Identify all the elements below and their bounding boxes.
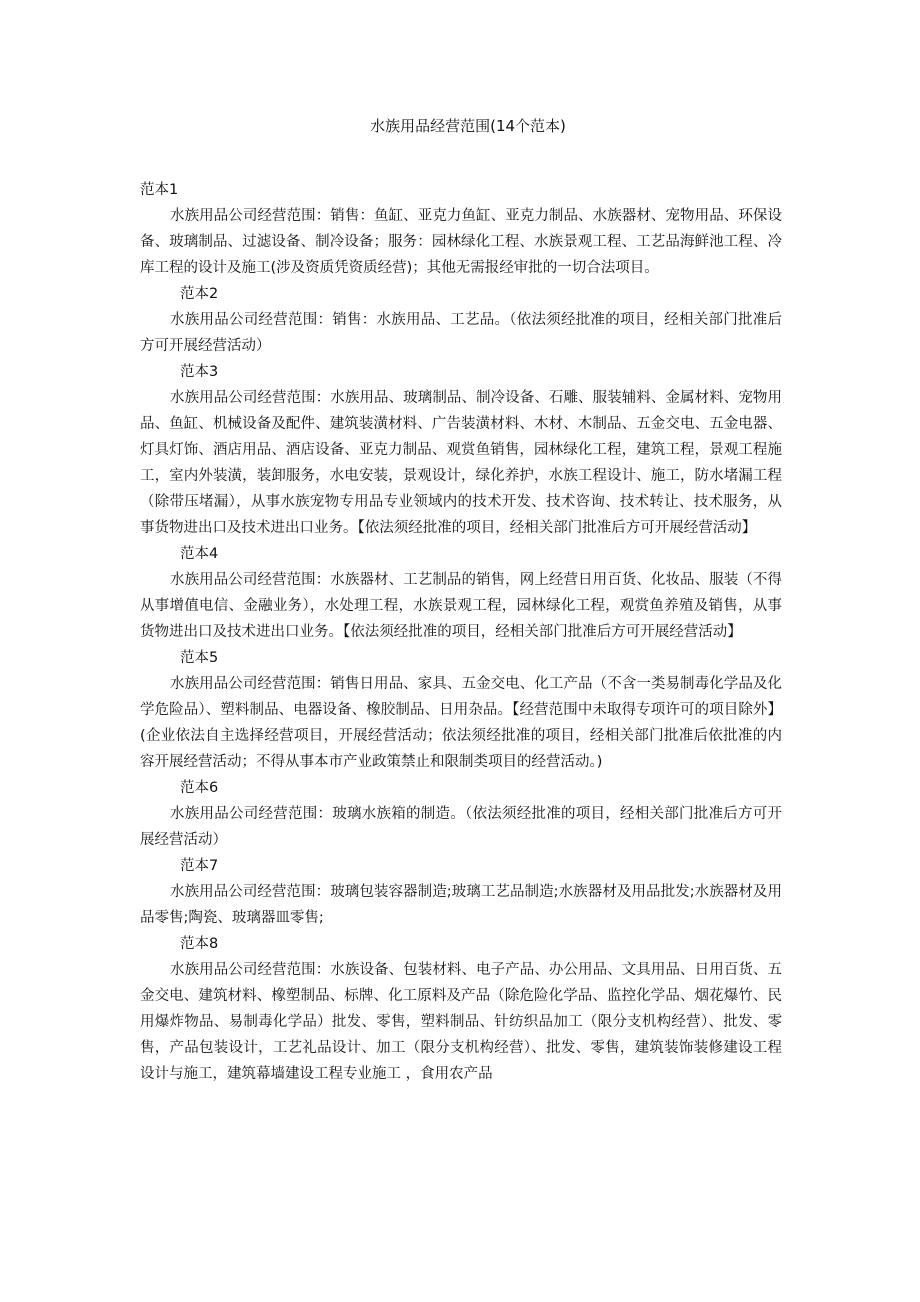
section-4 [140, 541, 782, 645]
section-heading: 范本5 [180, 650, 219, 666]
section-heading: 范本7 [180, 858, 219, 874]
section-paragraph: 水族用品公司经营范围：水族用品、玻璃制品、制冷设备、石雕、服装辅料、金属材料、宠物用品、鱼缸、机械设备及配件、建筑装潢材料、广告装潢材料、木材、木制品、五金交电、五金电器、灯具灯饰、酒店用品、酒店设备、亚克力制品、观赏鱼销售，园林绿化工程，建筑工程，景观工程施工，室内外装潢，装卸服务，水电安装，景观设计，绿化养护，水族工程设计、施工，防水堵漏工程（除带压堵漏），从事水族宠物专用品专业领域内的技术开发、技术咨询、技术转让、技术服务，从事货物进出口及技术进出口业务。【依法须经批准的项目，经相关部门批准后方可开展经营活动】 [140, 390, 782, 536]
section-3 [140, 359, 782, 541]
section-paragraph: 水族用品公司经营范围：销售：水族用品、工艺品。（依法须经批准的项目，经相关部门批准后方可开展经营活动） [140, 312, 782, 354]
section-1 [140, 177, 782, 281]
section-7 [140, 853, 782, 931]
section-5 [140, 645, 782, 775]
section-paragraph: 水族用品公司经营范围：玻璃水族箱的制造。（依法须经批准的项目，经相关部门批准后方可开展经营活动） [140, 806, 782, 848]
section-2 [140, 281, 782, 359]
section-paragraph: 水族用品公司经营范围：销售：鱼缸、亚克力鱼缸、亚克力制品、水族器材、宠物用品、环保设备、玻璃制品、过滤设备、制冷设备；服务：园林绿化工程、水族景观工程、工艺品海鲜池工程、冷库工程的设计及施工(涉及资质凭资质经营)；其他无需报经审批的一切合法项目。 [140, 208, 782, 276]
section-paragraph: 水族用品公司经营范围：水族器材、工艺制品的销售，网上经营日用百货、化妆品、服装（不得从事增值电信、金融业务），水处理工程，水族景观工程，园林绿化工程，观赏鱼养殖及销售，从事货物进出口及技术进出口业务。【依法须经批准的项目，经相关部门批准后方可开展经营活动】 [140, 572, 782, 640]
section-paragraph: 水族用品公司经营范围：玻璃包装容器制造;玻璃工艺品制造;水族器材及用品批发;水族器材及用品零售;陶瓷、玻璃器皿零售; [140, 884, 782, 926]
document-title: 水族用品经营范围(14个范本) [370, 117, 566, 135]
section-heading: 范本1 [140, 182, 179, 198]
section-paragraph: 水族用品公司经营范围：水族设备、包装材料、电子产品、办公用品、文具用品、日用百货、五金交电、建筑材料、橡塑制品、标牌、化工原料及产品（除危险化学品、监控化学品、烟花爆竹、民用爆炸物品、易制毒化学品）批发、零售，塑料制品、针纺织品加工（限分支机构经营）、批发、零售，产品包装设计，工艺礼品设计、加工（限分支机构经营）、批发、零售，建筑装饰装修建设工程设计与施工，建筑幕墙建设工程专业施工 ，食用农产品 [140, 962, 782, 1082]
section-heading: 范本3 [180, 364, 219, 380]
section-heading: 范本6 [180, 780, 219, 796]
section-6 [140, 775, 782, 853]
section-heading: 范本4 [180, 546, 219, 562]
document-page [140, 113, 782, 1087]
section-8 [140, 931, 782, 1087]
section-heading: 范本8 [180, 936, 219, 952]
section-heading: 范本2 [180, 286, 219, 302]
section-paragraph: 水族用品公司经营范围：销售日用品、家具、五金交电、化工产品（不含一类易制毒化学品及化学危险品）、塑料制品、电器设备、橡胶制品、日用杂品。【经营范围中未取得专项许可的项目除外】(企业依法自主选择经营项目，开展经营活动；依法须经批准的项目，经相关部门批准后依批准的内容开展经营活动；不得从事本市产业政策禁止和限制类项目的经营活动。) [140, 676, 782, 770]
